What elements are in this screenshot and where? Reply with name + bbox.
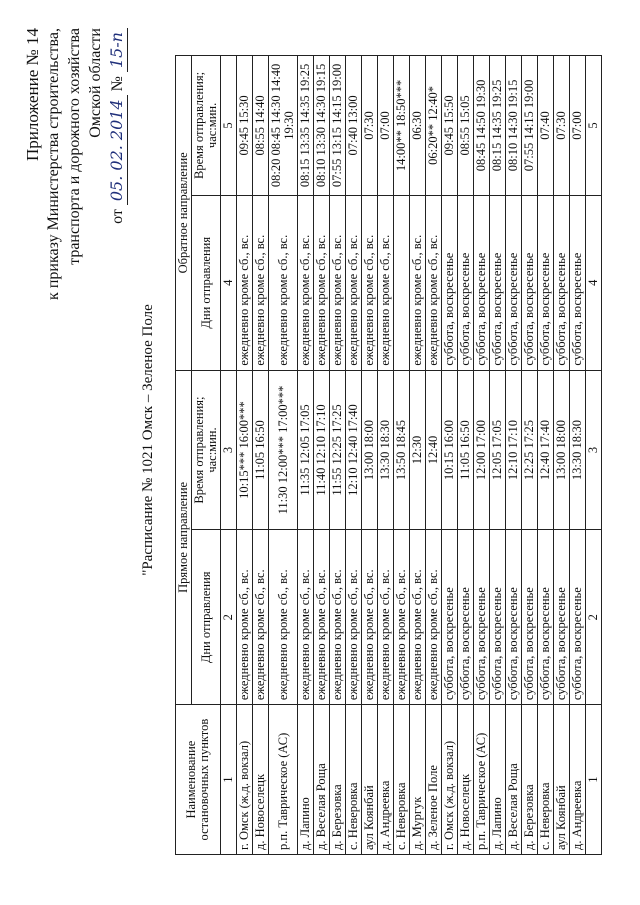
forward-time-cell: 11:05 16:50: [253, 370, 269, 530]
back-time-cell: 07:00: [378, 56, 394, 196]
stop-name-cell: д. Андреевка: [378, 705, 394, 855]
forward-time-cell: 13:30 18:30: [378, 370, 394, 530]
table-row: [474, 56, 490, 855]
table-row: [522, 56, 538, 855]
annex-header: [22, 28, 128, 388]
forward-time-cell: 11:30 12:00*** 17:00***: [269, 370, 298, 530]
header-stop: Наименование остановочных пунктов: [176, 705, 221, 855]
stop-name-cell: р.п. Таврическое (АС): [474, 705, 490, 855]
header-back: Обратное направление: [176, 56, 192, 371]
back-time-cell: 08:45 14:50 19:30: [474, 56, 490, 196]
back-time-cell: 08:10 14:30 19:15: [506, 56, 522, 196]
back-time-cell: 09:45 15:30: [237, 56, 253, 196]
column-number-row-bottom: [586, 56, 602, 855]
forward-time-cell: 12:00 17:00: [474, 370, 490, 530]
back-days-cell: ежедневно кроме сб., вс.: [426, 195, 442, 370]
forward-time-cell: 12:10 12:40 17:40: [346, 370, 362, 530]
back-days-cell: суббота, воскресенье: [506, 195, 522, 370]
stop-name-cell: д. Зеленое Поле: [426, 705, 442, 855]
table-row: [346, 56, 362, 855]
back-days-cell: суббота, воскресенье: [490, 195, 506, 370]
back-days-cell: ежедневно кроме сб., вс.: [330, 195, 346, 370]
stop-name-cell: д. Березовка: [522, 705, 538, 855]
table-row: [253, 56, 269, 855]
back-days-cell: [394, 195, 410, 370]
stop-name-cell: с. Неверовка: [394, 705, 410, 855]
stop-name-cell: д. Андреевка: [570, 705, 586, 855]
stop-name-cell: д. Березовка: [330, 705, 346, 855]
annex-line-3: Омской области: [87, 28, 104, 138]
forward-days-cell: ежедневно кроме сб., вс.: [298, 530, 314, 705]
forward-time-cell: 11:35 12:05 17:05: [298, 370, 314, 530]
column-number-row: [221, 56, 237, 855]
table-row: [237, 56, 253, 855]
back-time-cell: 07:40 13:00: [346, 56, 362, 196]
table-row: [554, 56, 570, 855]
column-number: 4: [586, 195, 602, 370]
column-number: 2: [221, 530, 237, 705]
back-days-cell: суббота, воскресенье: [554, 195, 570, 370]
back-days-cell: ежедневно кроме сб., вс.: [269, 195, 298, 370]
back-time-cell: 08:15 14:35 19:25: [490, 56, 506, 196]
header-back-time: Время отправления; час:мин.: [192, 56, 221, 196]
table-row: [538, 56, 554, 855]
back-time-cell: 08:15 13:35 14:35 19:25: [298, 56, 314, 196]
stop-name-cell: д. Лапино: [490, 705, 506, 855]
forward-days-cell: ежедневно кроме сб., вс.: [269, 530, 298, 705]
back-time-cell: 08:20 08:45 14:30 14:40 19:30: [269, 56, 298, 196]
stop-name-cell: д. Лапино: [298, 705, 314, 855]
number-sign: №: [109, 76, 126, 92]
forward-time-cell: 11:55 12:25 17:25: [330, 370, 346, 530]
back-time-cell: 08:55 14:40: [253, 56, 269, 196]
column-number: 5: [586, 56, 602, 196]
schedule-table: [175, 55, 602, 855]
stop-name-cell: г. Омск (ж.д. вокзал): [442, 705, 458, 855]
header-forward-time: Время отправления; час:мин.: [192, 370, 221, 530]
forward-time-cell: 11:40 12:10 17:10: [314, 370, 330, 530]
back-time-cell: 07:30: [554, 56, 570, 196]
order-number: 15-п: [106, 28, 128, 72]
forward-days-cell: ежедневно кроме сб., вс.: [314, 530, 330, 705]
stop-name-cell: д. Мургук: [410, 705, 426, 855]
stop-name-cell: г. Омск (ж.д. вокзал): [237, 705, 253, 855]
column-number: 1: [586, 705, 602, 855]
forward-days-cell: суббота, воскресенье: [554, 530, 570, 705]
forward-time-cell: 10:15 16:00: [442, 370, 458, 530]
table-row: [330, 56, 346, 855]
back-days-cell: ежедневно кроме сб., вс.: [314, 195, 330, 370]
column-number: 3: [221, 370, 237, 530]
forward-time-cell: 13:00 18:00: [554, 370, 570, 530]
back-time-cell: 07:55 13:15 14:15 19:00: [330, 56, 346, 196]
table-row: [269, 56, 298, 855]
forward-time-cell: 12:05 17:05: [490, 370, 506, 530]
annex-line-1: к приказу Министерства строительства,: [45, 28, 62, 300]
stop-name-cell: р.п. Таврическое (АС): [269, 705, 298, 855]
schedule-title: "Расписание № 1021 Омск – Зеленое Поле: [140, 304, 156, 576]
back-days-cell: суббота, воскресенье: [474, 195, 490, 370]
table-row: [490, 56, 506, 855]
forward-time-cell: 12:30: [410, 370, 426, 530]
forward-time-cell: 13:00 18:00: [362, 370, 378, 530]
forward-time-cell: 10:15*** 16:00***: [237, 370, 253, 530]
back-time-cell: 06:30: [410, 56, 426, 196]
table-row: [442, 56, 458, 855]
back-days-cell: ежедневно кроме сб., вс.: [378, 195, 394, 370]
stop-name-cell: д. Новоселецк: [458, 705, 474, 855]
forward-time-cell: 13:30 18:30: [570, 370, 586, 530]
stop-name-cell: д. Веселая Роща: [314, 705, 330, 855]
back-time-cell: 08:10 13:30 14:30 19:15: [314, 56, 330, 196]
stop-name-cell: аул Коянбай: [362, 705, 378, 855]
stop-name-cell: д. Новоселецк: [253, 705, 269, 855]
back-days-cell: суббота, воскресенье: [570, 195, 586, 370]
back-days-cell: суббота, воскресенье: [442, 195, 458, 370]
annex-number: Приложение № 14: [23, 28, 42, 161]
forward-days-cell: суббота, воскресенье: [442, 530, 458, 705]
table-row: [394, 56, 410, 855]
column-number: 1: [221, 705, 237, 855]
forward-time-cell: 13:50 18:45: [394, 370, 410, 530]
table-row: [506, 56, 522, 855]
table-row: [378, 56, 394, 855]
forward-days-cell: суббота, воскресенье: [458, 530, 474, 705]
forward-days-cell: ежедневно кроме сб., вс.: [410, 530, 426, 705]
forward-days-cell: ежедневно кроме сб., вс.: [362, 530, 378, 705]
back-days-cell: суббота, воскресенье: [458, 195, 474, 370]
table-row: [298, 56, 314, 855]
order-date: 05. 02. 2014: [106, 95, 128, 205]
forward-time-cell: 12:40 17:40: [538, 370, 554, 530]
back-time-cell: 14:00** 18:50***: [394, 56, 410, 196]
annex-line-2: транспорта и дорожного хозяйства: [66, 28, 83, 265]
table-row: [426, 56, 442, 855]
back-days-cell: ежедневно кроме сб., вс.: [346, 195, 362, 370]
stop-name-cell: с. Неверовка: [346, 705, 362, 855]
stop-name-cell: д. Веселая Роща: [506, 705, 522, 855]
order-date-line: [106, 28, 128, 388]
forward-days-cell: ежедневно кроме сб., вс.: [346, 530, 362, 705]
back-days-cell: ежедневно кроме сб., вс.: [410, 195, 426, 370]
table-row: [410, 56, 426, 855]
table-row: [458, 56, 474, 855]
forward-time-cell: 12:10 17:10: [506, 370, 522, 530]
back-days-cell: ежедневно кроме сб., вс.: [253, 195, 269, 370]
back-time-cell: 07:00: [570, 56, 586, 196]
forward-days-cell: суббота, воскресенье: [570, 530, 586, 705]
forward-days-cell: ежедневно кроме сб., вс.: [253, 530, 269, 705]
back-time-cell: 09:45 15:50: [442, 56, 458, 196]
table-row: [362, 56, 378, 855]
column-number: 4: [221, 195, 237, 370]
column-number: 2: [586, 530, 602, 705]
back-days-cell: суббота, воскресенье: [538, 195, 554, 370]
back-days-cell: ежедневно кроме сб., вс.: [362, 195, 378, 370]
forward-days-cell: ежедневно кроме сб., вс.: [426, 530, 442, 705]
forward-time-cell: 11:05 16:50: [458, 370, 474, 530]
forward-days-cell: ежедневно кроме сб., вс.: [378, 530, 394, 705]
column-number: 3: [586, 370, 602, 530]
back-days-cell: ежедневно кроме сб., вс.: [237, 195, 253, 370]
header-back-days: Дни отправления: [192, 195, 221, 370]
forward-time-cell: 12:25 17:25: [522, 370, 538, 530]
forward-days-cell: суббота, воскресенье: [490, 530, 506, 705]
forward-days-cell: ежедневно кроме сб., вс.: [394, 530, 410, 705]
forward-time-cell: 12:40: [426, 370, 442, 530]
from-label: от: [109, 209, 126, 224]
forward-days-cell: суббота, воскресенье: [522, 530, 538, 705]
forward-days-cell: суббота, воскресенье: [474, 530, 490, 705]
back-time-cell: 07:40: [538, 56, 554, 196]
back-time-cell: 07:30: [362, 56, 378, 196]
back-time-cell: 08:55 15:05: [458, 56, 474, 196]
forward-days-cell: суббота, воскресенье: [538, 530, 554, 705]
forward-days-cell: ежедневно кроме сб., вс.: [237, 530, 253, 705]
back-days-cell: ежедневно кроме сб., вс.: [298, 195, 314, 370]
header-forward: Прямое направление: [176, 370, 192, 705]
stop-name-cell: аул Коянбай: [554, 705, 570, 855]
back-time-cell: 06:20** 12:40*: [426, 56, 442, 196]
table-row: [314, 56, 330, 855]
back-days-cell: суббота, воскресенье: [522, 195, 538, 370]
stop-name-cell: с. Неверовка: [538, 705, 554, 855]
forward-days-cell: ежедневно кроме сб., вс.: [330, 530, 346, 705]
header-forward-days: Дни отправления: [192, 530, 221, 705]
document-page: [10, 10, 620, 880]
back-time-cell: 07:55 14:15 19:00: [522, 56, 538, 196]
forward-days-cell: суббота, воскресенье: [506, 530, 522, 705]
column-number: 5: [221, 56, 237, 196]
table-row: [570, 56, 586, 855]
